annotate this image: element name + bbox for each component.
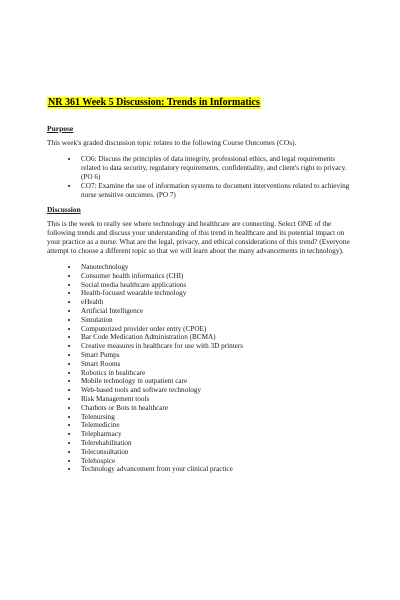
discussion-heading: Discussion [47,204,81,214]
trend-item: • Simulation [79,316,353,325]
trend-item: • Web-based tools and software technology [79,386,353,395]
purpose-text: This week's graded discussion topic relates to the following Course Outcomes (COs). [47,138,297,147]
trends-list [47,263,353,474]
trend-item: • Artificial Intelligence [79,307,353,316]
document-title: NR 361 Week 5 Discussion: Trends in Informatics [48,97,260,108]
trend-item: • eHealth [79,298,353,307]
trend-item: • Chatbots or Bots in healthcare [79,404,353,413]
outcome-item: • CO7: Examine the use of information systems to document interventions related to achieving nurse sensitive outcomes. (PO 7) [79,182,353,200]
trend-item: • Smart Rooms [79,360,353,369]
trend-item: • Telerehabilitation [79,439,353,448]
trend-item: • Risk Management tools [79,395,353,404]
discussion-text: This is the week to really see where technology and healthcare are connecting. Select ONE of the following trends and discuss your understanding of this trend in healthcare and its potential impact on your practice as a nurse. What are the legal, privacy, and ethical considerations of this trend? (Everyone attempt to choose a different topic so that we will learn about the many advancements in technology). [47,218,350,255]
document-body [47,92,353,479]
trend-item: • Consumer health informatics (CHI) [79,272,353,281]
trend-item: • Bar Code Medication Administration (BCMA) [79,333,353,342]
trend-item: • Telepharmacy [79,430,353,439]
trend-item: • Computerized provider order entry (CPOE) [79,325,353,334]
trend-item: • Mobile technology in outpatient care [79,377,353,386]
trend-item: • Social media healthcare applications [79,281,353,290]
trend-item: • Telemedicine [79,421,353,430]
outcome-item: • CO6: Discuss the principles of data integrity, professional ethics, and legal requirements related to data security, regulatory requirements, confidentiality, and client's right to privacy. (PO 6) [79,155,353,181]
trend-item: • Telenursing [79,413,353,422]
trend-item: • Technology advancement from your clinical practice [79,465,353,474]
trend-item: • Telehospice [79,457,353,466]
trend-item: • Robotics in healthcare [79,369,353,378]
trend-item: • Creative measures in healthcare for use with 3D printers [79,342,353,351]
outcomes-list [47,155,353,200]
trend-item: • Teleconsultation [79,448,353,457]
trend-item: • Smart Pumps [79,351,353,360]
trend-item: • Health-focused wearable technology [79,289,353,298]
purpose-heading: Purpose [47,124,74,133]
title-wrap [47,92,353,108]
trend-item: • Nanotechnology [79,263,353,272]
